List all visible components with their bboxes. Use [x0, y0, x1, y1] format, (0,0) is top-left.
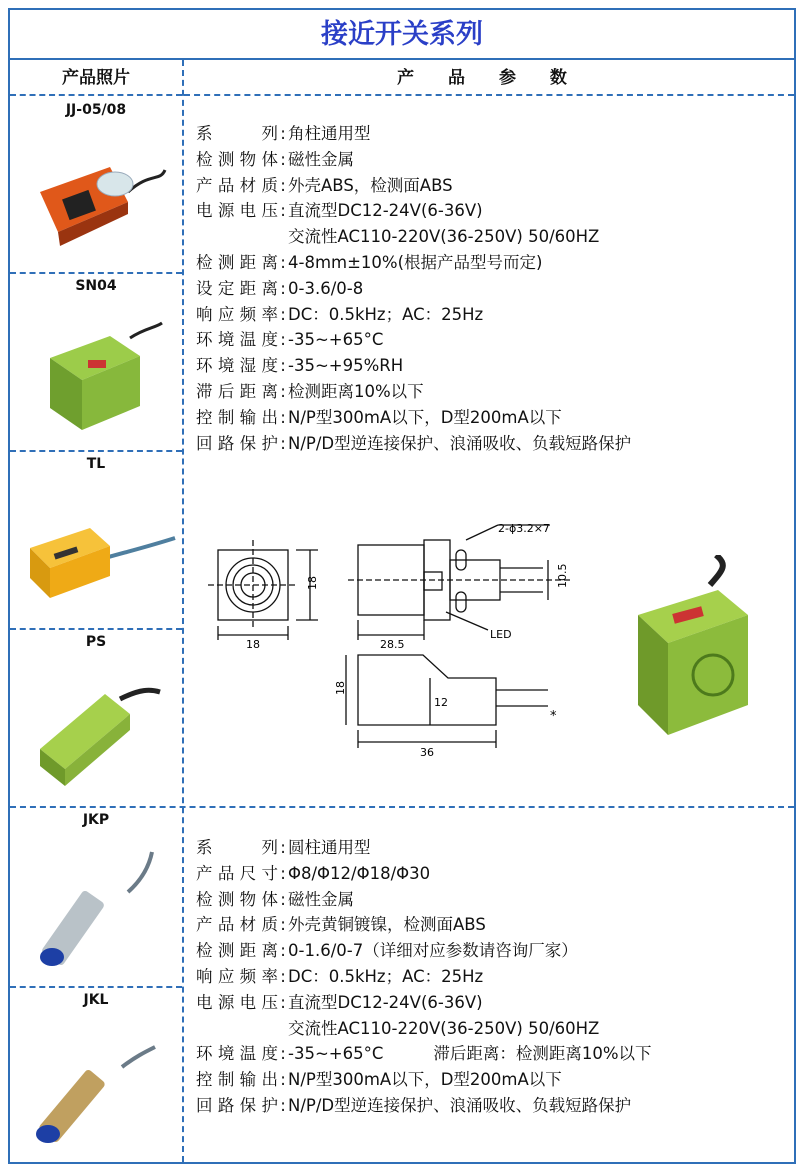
spec-label: 环境温度 [196, 330, 278, 350]
sensor-photo-green [10, 298, 182, 448]
spec-value: 角柱通用型 [288, 124, 371, 143]
spec-value: N/P型300mA以下，D型200mA以下 [288, 407, 562, 427]
spec-row-continued: 交流性AC110-220V(36-250V) 50/60HZ [288, 1018, 600, 1038]
dim-label: 18 [306, 576, 319, 590]
spec-row: 产品材质 : 外壳ABS，检测面ABS [196, 173, 631, 199]
product-label: JKL [83, 992, 109, 1008]
spec-row: 产品尺寸 : Φ8/Φ12/Φ18/Φ30 [196, 861, 652, 887]
spec-value: N/P/D型逆连接保护、浪涌吸收、负载短路保护 [288, 433, 632, 453]
sensor-photo-yellow [10, 476, 182, 626]
spec-label: 电源电压 [196, 201, 278, 221]
spec-row: 控制输出 : N/P型300mA以下，D型200mA以下 [196, 1067, 652, 1093]
sensor-photo-large [618, 555, 768, 745]
spec-row: 检测物体 : 磁性金属 [196, 147, 631, 173]
product-cell-jkl [10, 988, 182, 1162]
spec-row: 滞后距离 : 检测距离10%以下 [196, 379, 631, 405]
spec-label: 产品尺寸 [196, 863, 278, 883]
product-label: SN04 [75, 278, 117, 294]
spec-value: 圆柱通用型 [288, 838, 371, 857]
dim-label: 18 [334, 681, 347, 695]
spec-label: 环境湿度 [196, 356, 278, 376]
sensor-photo-cylinder [10, 832, 182, 982]
header-params: 产 品 参 数 [184, 60, 794, 96]
dim-label: 36 [420, 746, 434, 759]
spec-list-square [196, 121, 631, 456]
spec-row: 系 列 : 角柱通用型 [196, 121, 631, 147]
spec-value: -35~+65°C [288, 1044, 384, 1064]
spec-label: 系 列 [196, 124, 278, 143]
spec-label: 产品材质 [196, 175, 278, 195]
spec-label: 环境温度 [196, 1044, 278, 1064]
spec-label: 系 列 [196, 838, 278, 857]
spec-value: -35~+65°C [288, 330, 384, 350]
page-title: 接近开关系列 [10, 10, 794, 60]
spec-value: DC：0.5kHz；AC：25Hz [288, 966, 484, 986]
spec-label: 滞后距离 [196, 381, 278, 401]
sensor-photo-green-flat [10, 654, 182, 804]
spec-label: 设定距离 [196, 278, 278, 298]
spec-label: 检测物体 [196, 149, 278, 169]
spec-label-2: 滞后距离 [433, 1044, 500, 1064]
spec-row: 检测物体 : 磁性金属 [196, 887, 652, 913]
product-cell-ps [10, 630, 182, 808]
product-label: JKP [82, 812, 110, 828]
spec-value: N/P/D型逆连接保护、浪涌吸收、负载短路保护 [288, 1095, 632, 1115]
spec-row: 响应频率 : DC：0.5kHz；AC：25Hz [196, 964, 652, 990]
product-cell-tl [10, 452, 182, 630]
dim-label: 18 [246, 638, 260, 651]
spec-label: 检测物体 [196, 889, 278, 909]
product-label: JJ-05/08 [65, 102, 127, 118]
spec-label: 回路保护 [196, 1095, 278, 1115]
spec-row: 电源电压 : 直流型DC12-24V(6-36V) [196, 198, 631, 224]
column-divider [182, 60, 184, 1162]
spec-label: 检测距离 [196, 941, 278, 961]
spec-value: 0-3.6/0-8 [288, 278, 364, 298]
product-label: TL [86, 456, 106, 472]
spec-label: 控制输出 [196, 1070, 278, 1090]
spec-row: 检测距离 : 4-8mm±10%(根据产品型号而定) [196, 250, 631, 276]
spec-value: 直流型DC12-24V(6-36V) [288, 201, 483, 221]
dim-label: 28.5 [380, 638, 405, 651]
product-cell-sn04 [10, 274, 182, 452]
sensor-photo-orange [10, 122, 182, 272]
spec-row: 回路保护 : N/P/D型逆连接保护、浪涌吸收、负载短路保护 [196, 1093, 652, 1119]
spec-value: Φ8/Φ12/Φ18/Φ30 [288, 863, 431, 883]
spec-value: 磁性金属 [288, 889, 354, 909]
dim-label: 12 [434, 696, 448, 709]
spec-value: 外壳ABS，检测面ABS [288, 175, 453, 195]
spec-label: 响应频率 [196, 304, 278, 324]
spec-value: 直流型DC12-24V(6-36V) [288, 992, 483, 1012]
header-photo: 产品照片 [10, 60, 182, 96]
spec-row: 检测距离 : 0-1.6/0-7（详细对应参数请咨询厂家） [196, 938, 652, 964]
spec-row: 设定距离 : 0-3.6/0-8 [196, 276, 631, 302]
product-cell-jkp [10, 808, 182, 986]
spec-row: 回路保护 : N/P/D型逆连接保护、浪涌吸收、负载短路保护 [196, 431, 631, 457]
spec-row: 系 列 : 圆柱通用型 [196, 835, 652, 861]
spec-value: 检测距离10%以下 [288, 381, 424, 401]
spec-value: 4-8mm±10%(根据产品型号而定) [288, 252, 543, 272]
spec-label: 产品材质 [196, 915, 278, 935]
product-label: PS [85, 634, 107, 650]
dim-label: 2-ϕ3.2×7 [498, 522, 550, 535]
spec-value: 外壳黄铜镀镍，检测面ABS [288, 915, 486, 935]
spec-list-cylinder [196, 835, 652, 1119]
spec-row: 电源电压 : 直流型DC12-24V(6-36V) [196, 990, 652, 1016]
spec-row-continued: 交流性AC110-220V(36-250V) 50/60HZ [288, 227, 600, 247]
spec-value: N/P型300mA以下，D型200mA以下 [288, 1070, 562, 1090]
spec-row: 环境湿度 : -35~+95%RH [196, 353, 631, 379]
sensor-photo-cylinder-long [10, 1012, 182, 1162]
spec-value: 0-1.6/0-7（详细对应参数请咨询厂家） [288, 941, 578, 961]
led-label: LED [490, 628, 512, 641]
spec-value: 磁性金属 [288, 149, 354, 169]
dim-label: * [550, 709, 557, 724]
spec-row: 环境温度 : -35~+65°C [196, 327, 631, 353]
spec-row: 控制输出 : N/P型300mA以下，D型200mA以下 [196, 405, 631, 431]
spec-label: 电源电压 [196, 992, 278, 1012]
spec-row: 产品材质 : 外壳黄铜镀镍，检测面ABS [196, 912, 652, 938]
spec-row: 环境温度 : -35~+65°C 滞后距离：检测距离10%以下 [196, 1041, 652, 1067]
spec-label: 回路保护 [196, 433, 278, 453]
spec-label: 控制输出 [196, 407, 278, 427]
spec-value: -35~+95%RH [288, 356, 404, 376]
dimension-drawing [198, 520, 578, 760]
spec-label: 检测距离 [196, 252, 278, 272]
spec-label: 响应频率 [196, 966, 278, 986]
product-cell-jj [10, 98, 182, 274]
spec-value: DC：0.5kHz；AC：25Hz [288, 304, 484, 324]
spec-value-2: 检测距离10%以下 [515, 1044, 652, 1064]
dim-label: 10.5 [556, 563, 569, 588]
spec-row: 响应频率 : DC：0.5kHz；AC：25Hz [196, 302, 631, 328]
